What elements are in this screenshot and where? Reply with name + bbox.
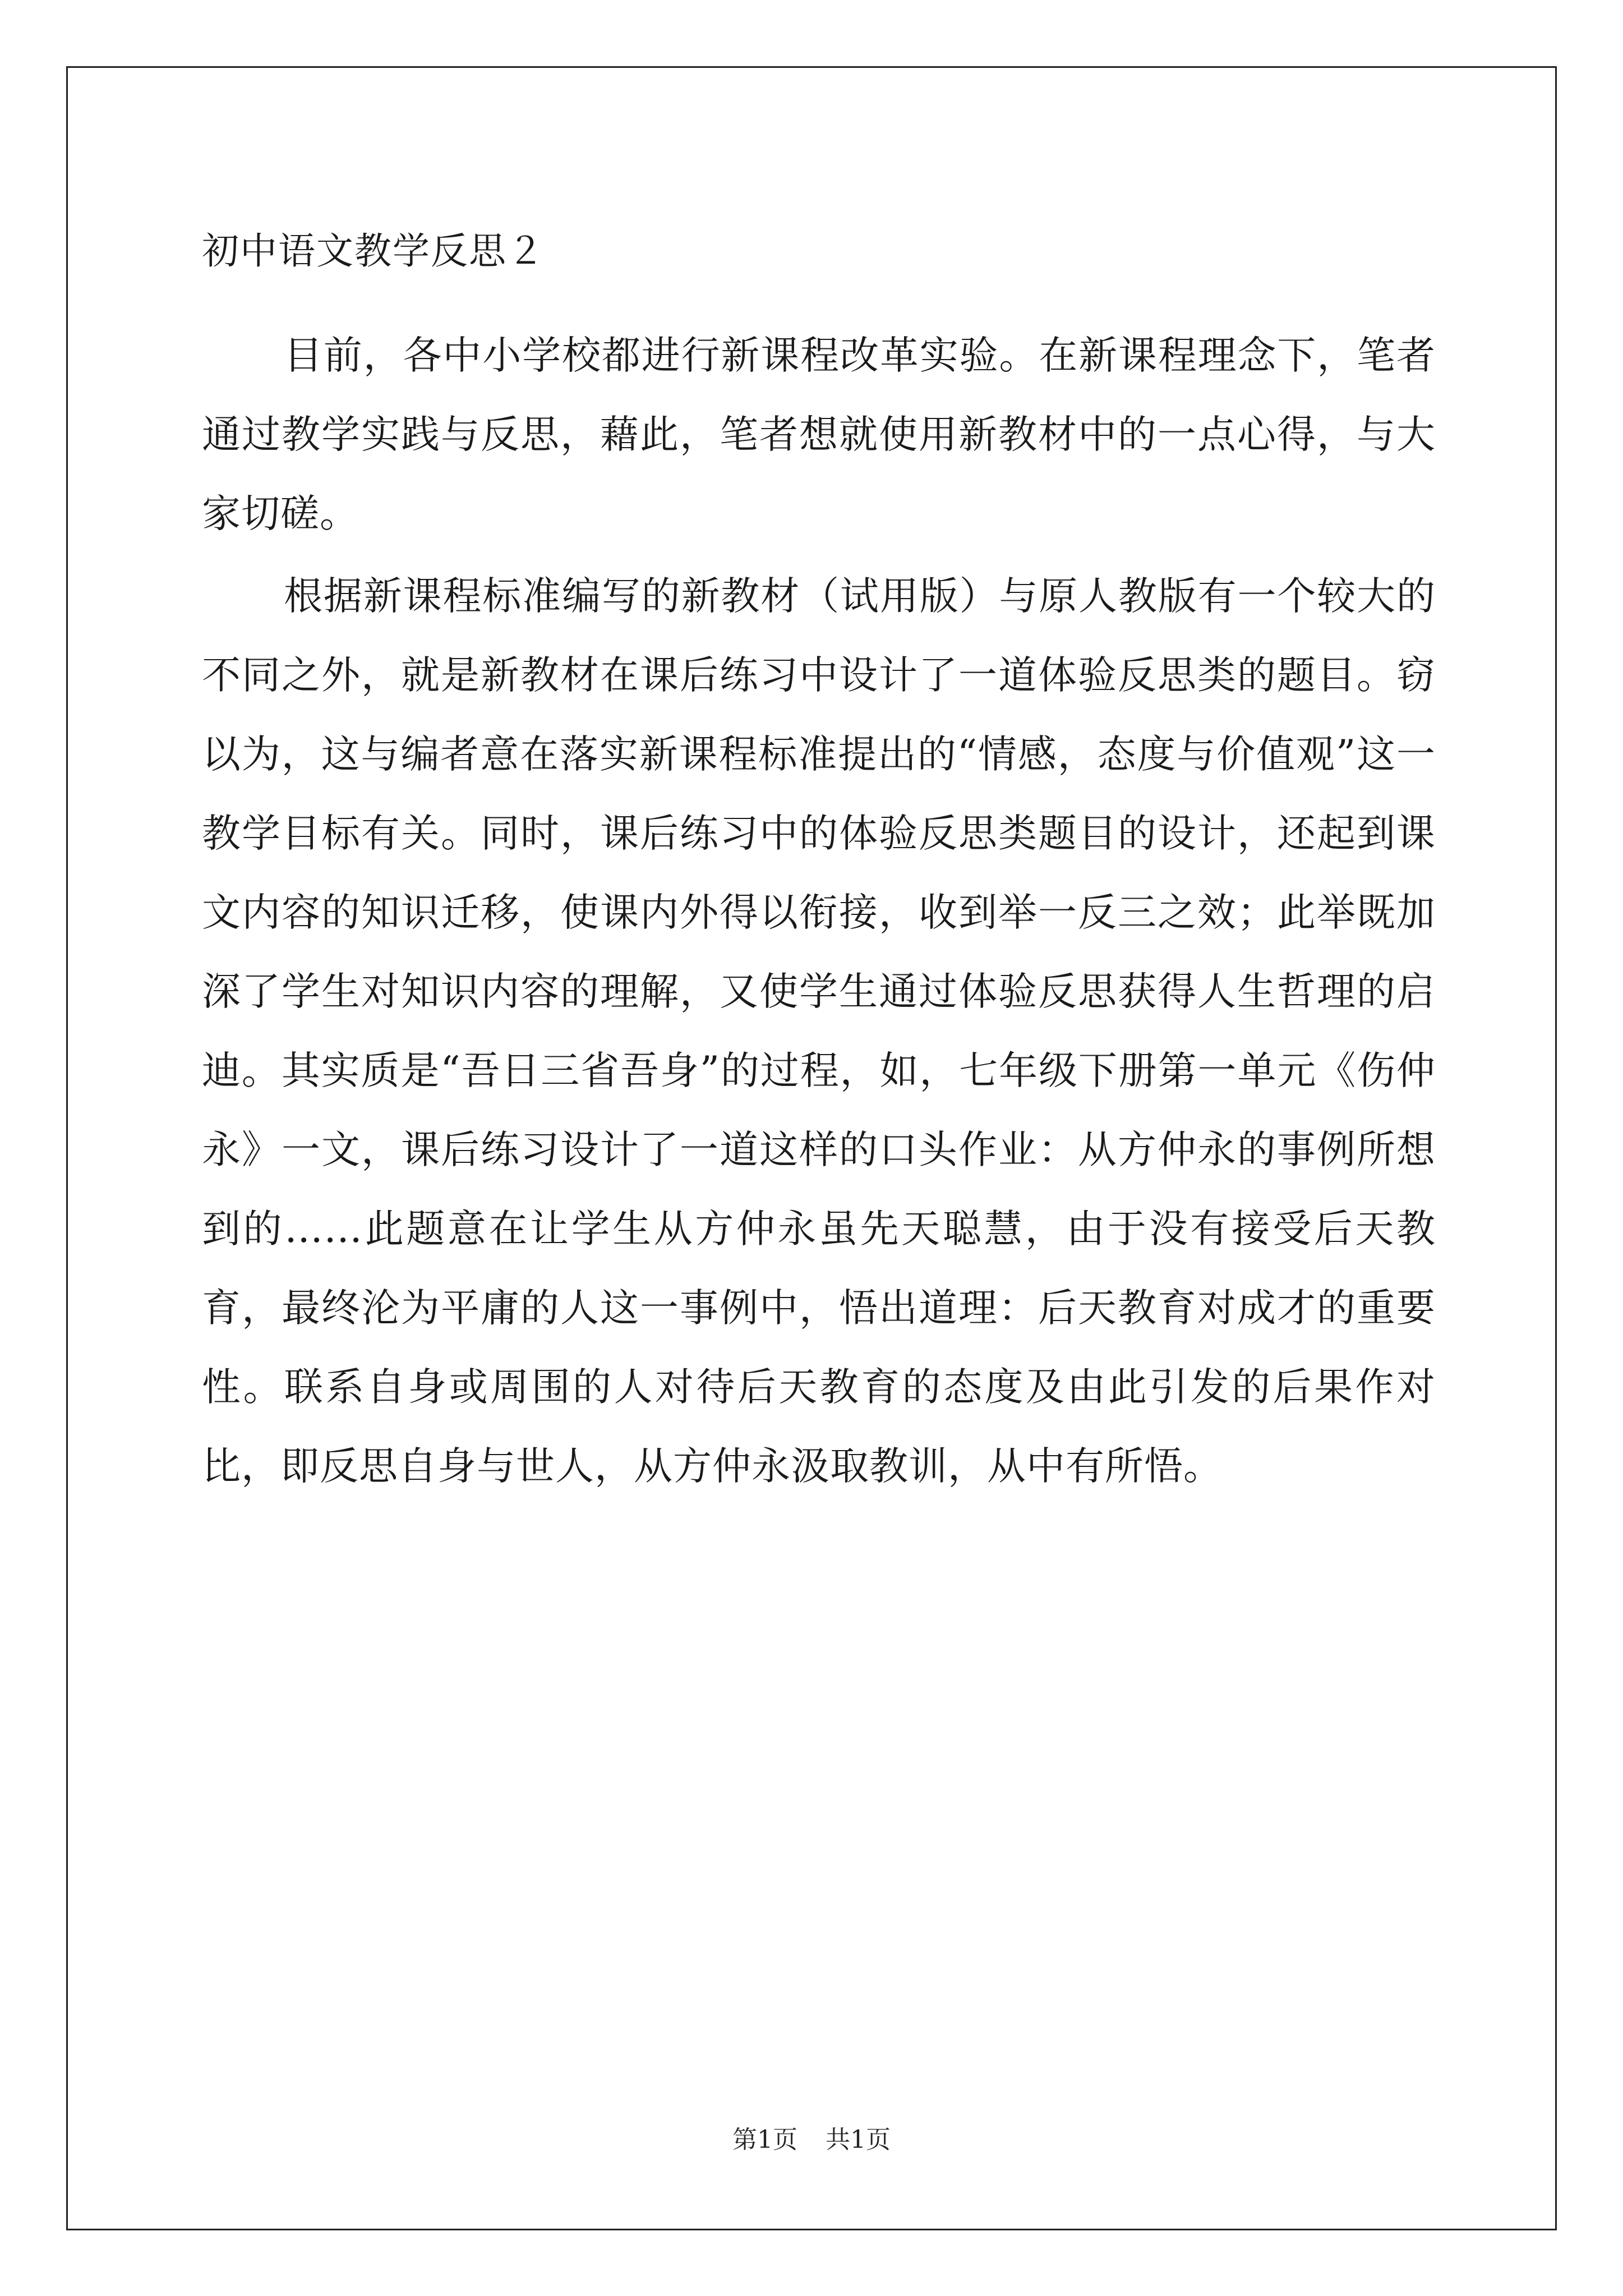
page-footer bbox=[0, 2123, 1623, 2157]
document-body bbox=[202, 224, 1436, 1506]
page-number-current: 第1页 bbox=[732, 2125, 797, 2154]
page-number-total: 共1页 bbox=[826, 2125, 891, 2154]
paragraph-main: 根据新课程标准编写的新教材（试用版）与原人教版有一个较大的不同之外，就是新教材在课后练习中设计了一道体验反思类的题目。窃以为，这与编者意在落实新课程标准提出的“情感，态度与价值观”这一教学目标有关。同时，课后练习中的体验反思类题目的设计，还起到课文内容的知识迁移，使课内外得以衔接，收到举一反三之效；此举既加深了学生对知识内容的理解，又使学生通过体验反思获得人生哲理的启迪。其实质是“吾日三省吾身”的过程，如，七年级下册第一单元《伤仲永》一文，课后练习设计了一道这样的口头作业：从方仲永的事例所想到的……此题意在让学生从方仲永虽先天聪慧，由于没有接受后天教育，最终沦为平庸的人这一事例中，悟出道理：后天教育对成才的重要性。联系自身或周围的人对待后天教育的态度及由此引发的后果作对比，即反思自身与世人，从方仲永汲取教训，从中有所悟。 bbox=[202, 574, 1436, 1489]
paragraph-intro: 目前，各中小学校都进行新课程改革实验。在新课程理念下，笔者通过教学实践与反思，藉此，笔者想就使用新教材中的一点心得，与大家切磋。 bbox=[202, 333, 1436, 536]
document-title: 初中语文教学反思２ bbox=[202, 229, 545, 273]
